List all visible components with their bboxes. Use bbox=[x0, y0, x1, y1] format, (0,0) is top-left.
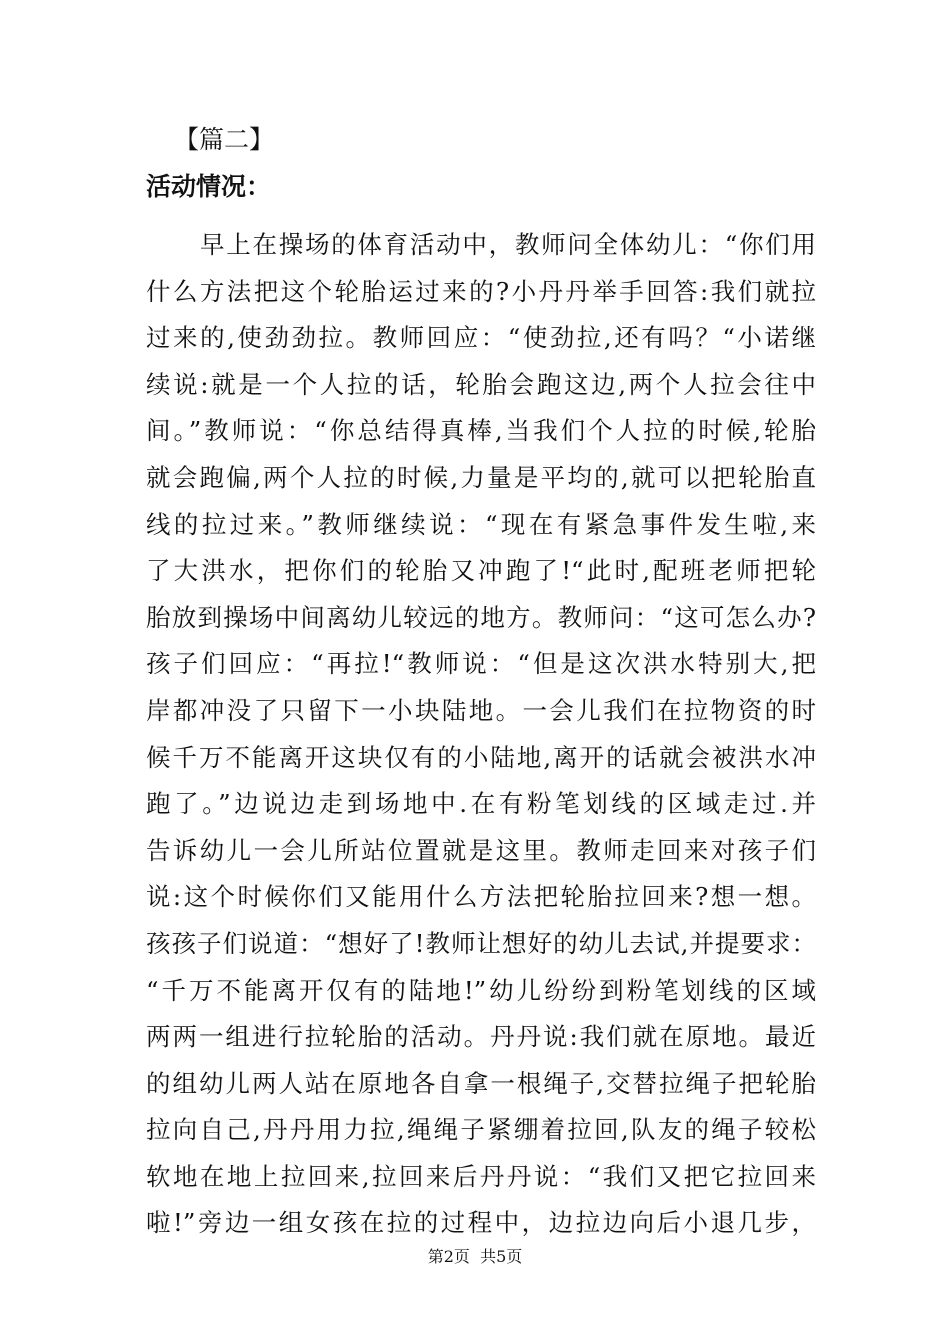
text-line: 拉向自己,丹丹用力拉,绳绳子紧绷着拉回,队友的绳子较松 bbox=[146, 1115, 816, 1145]
sub-heading: 活动情况： bbox=[146, 172, 272, 201]
text-line: 过来的,使劲劲拉。教师回应：“使劲拉,还有吗？“小诺继 bbox=[146, 323, 816, 353]
text-line: 了大洪水，把你们的轮胎又冲跑了!“此时,配班老师把轮 bbox=[146, 556, 816, 586]
text-line: 跑了。”边说边走到场地中.在有粉笔划线的区域走过.并 bbox=[146, 789, 816, 819]
text-line: 早上在操场的体育活动中，教师问全体幼儿：“你们用 bbox=[200, 230, 816, 259]
text-line: 啦!”旁边一组女孩在拉的过程中，边拉边向后小退几步， bbox=[146, 1208, 816, 1238]
section-heading: 【篇二】 bbox=[174, 125, 275, 154]
text-line: 岸都冲没了只留下一小块陆地。一会儿我们在拉物资的时 bbox=[146, 695, 816, 725]
text-line: 间。”教师说：“你总结得真棒,当我们个人拉的时候,轮胎 bbox=[146, 416, 816, 446]
text-line: 续说:就是一个人拉的话，轮胎会跑这边,两个人拉会往中 bbox=[146, 369, 816, 399]
text-line: 就会跑偏,两个人拉的时候,力量是平均的,就可以把轮胎直 bbox=[146, 462, 816, 492]
text-line: 两两一组进行拉轮胎的活动。丹丹说:我们就在原地。最近 bbox=[146, 1022, 816, 1052]
body-paragraph bbox=[146, 222, 816, 1247]
text-line: 孩子们回应：“再拉!“教师说：“但是这次洪水特别大,把 bbox=[146, 649, 816, 679]
page-footer: 第2页 共5页 bbox=[427, 1247, 523, 1266]
text-line: 候千万不能离开这块仅有的小陆地,离开的话就会被洪水冲 bbox=[146, 742, 816, 772]
text-line: 说:这个时候你们又能用什么方法把轮胎拉回来?想一想。 bbox=[146, 882, 816, 912]
text-line: 胎放到操场中间离幼儿较远的地方。教师问：“这可怎么办? bbox=[146, 602, 816, 632]
text-line: 告诉幼儿一会儿所站位置就是这里。教师走回来对孩子们 bbox=[146, 835, 816, 865]
text-line: 什么方法把这个轮胎运过来的?小丹丹举手回答:我们就拉 bbox=[146, 276, 816, 306]
text-line: “千万不能离开仅有的陆地!”幼儿纷纷到粉笔划线的区域 bbox=[146, 975, 816, 1005]
text-line: 的组幼儿两人站在原地各自拿一根绳子,交替拉绳子把轮胎 bbox=[146, 1068, 816, 1098]
text-line: 孩孩子们说道：“想好了!教师让想好的幼儿去试,并提要求： bbox=[146, 928, 816, 958]
text-line: 软地在地上拉回来,拉回来后丹丹说：“我们又把它拉回来 bbox=[146, 1161, 816, 1191]
text-line: 线的拉过来。”教师继续说：“现在有紧急事件发生啦,来 bbox=[146, 509, 816, 539]
